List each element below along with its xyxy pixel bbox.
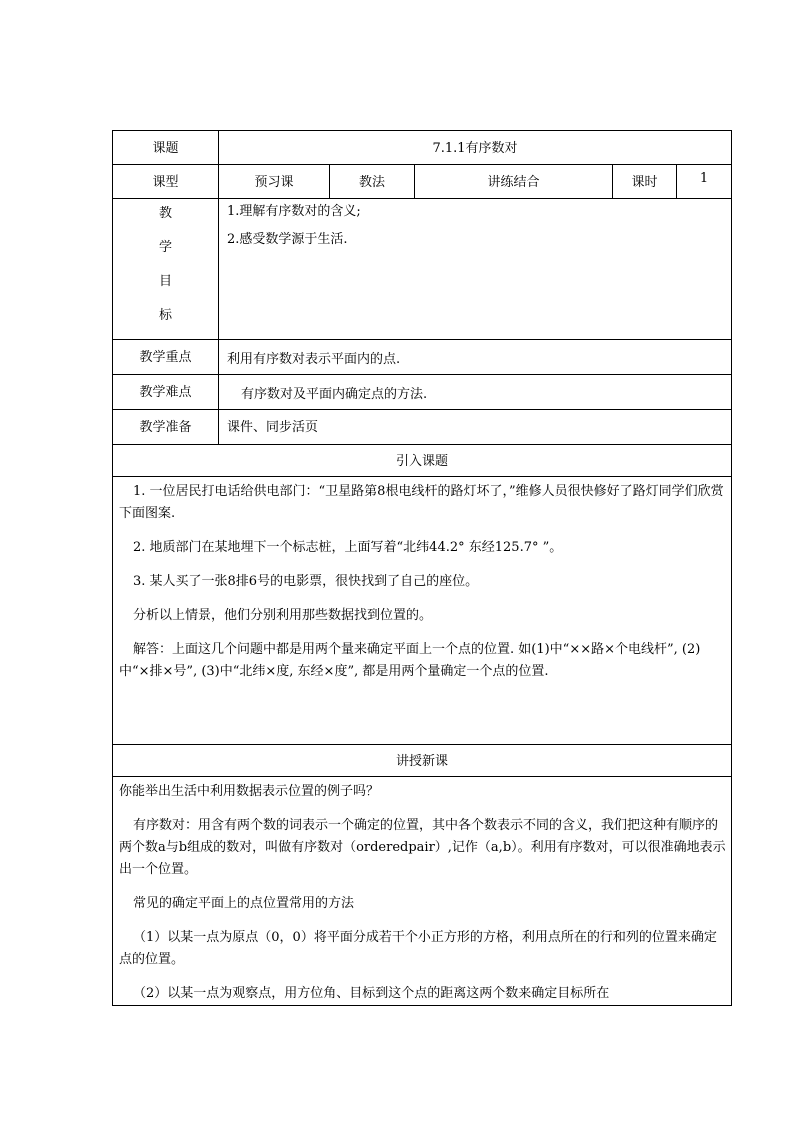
intro-body — [113, 477, 732, 745]
method-label: 教法 — [330, 165, 415, 199]
hours-value: 1 — [677, 165, 732, 199]
difficulty-label: 教学难点 — [113, 375, 219, 410]
objectives-label-char: 教 — [158, 206, 172, 221]
objectives-row — [113, 199, 732, 340]
objectives-label-char: 标 — [158, 308, 172, 323]
objectives-label-char: 目 — [158, 274, 172, 289]
objectives-label — [113, 199, 219, 340]
intro-paragraph: 分析以上情景，他们分别利用那些数据找到位置的。 — [133, 608, 433, 623]
new-lesson-paragraph: 有序数对：用含有两个数的词表示一个确定的位置，其中各个数表示不同的含义，我们把这种有顺序的两个数a与b组成的数对，叫做有序数对（orderedpair）,记作（a,b）。利用有序数对，可以很准确地表示出一个位置。 — [119, 818, 726, 877]
intro-title: 引入课题 — [113, 445, 732, 477]
type-row — [113, 165, 732, 199]
method-value: 讲练结合 — [415, 165, 613, 199]
new-lesson-body — [113, 777, 732, 1006]
new-lesson-title-row — [113, 745, 732, 777]
intro-paragraph: 2. 地质部门在某地埋下一个标志桩，上面写着“北纬44.2° 东经125.7° ”。 — [133, 540, 563, 555]
new-lesson-paragraph: （1）以某一点为原点（0，0）将平面分成若干个小正方形的方格，利用点所在的行和列的位置来确定点的位置。 — [119, 930, 717, 967]
new-lesson-question: 你能举出生活中利用数据表示位置的例子吗？ — [119, 784, 380, 799]
intro-title-row — [113, 445, 732, 477]
difficulty-value: 有序数对及平面内确定点的方法. — [219, 375, 732, 410]
preparation-value: 课件、同步活页 — [219, 410, 732, 445]
difficulty-row — [113, 375, 732, 410]
objectives-label-char: 学 — [158, 240, 172, 255]
intro-paragraph: 1. 一位居民打电话给供电部门：“卫星路第8根电线杆的路灯坏了，”维修人员很快修好了路灯同学们欣赏下面图案. — [119, 484, 724, 521]
hours-label: 课时 — [613, 165, 677, 199]
key-point-label: 教学重点 — [113, 340, 219, 375]
key-point-row — [113, 340, 732, 375]
lesson-plan-table — [112, 130, 732, 1006]
intro-paragraph: 3. 某人买了一张8排6号的电影票，很快找到了自己的座位。 — [133, 574, 479, 589]
preparation-row — [113, 410, 732, 445]
key-point-value: 利用有序数对表示平面内的点. — [219, 340, 732, 375]
type-value: 预习课 — [219, 165, 330, 199]
topic-value: 7.1.1有序数对 — [219, 131, 732, 165]
preparation-label: 教学准备 — [113, 410, 219, 445]
new-lesson-paragraph: （2）以某一点为观察点，用方位角、目标到这个点的距离这两个数来确定目标所在 — [133, 986, 610, 1001]
new-lesson-body-row — [113, 777, 732, 1006]
new-lesson-title: 讲授新课 — [113, 745, 732, 777]
topic-label: 课题 — [113, 131, 219, 165]
objective-item: 2.感受数学源于生活. — [227, 232, 348, 247]
topic-row — [113, 131, 732, 165]
intro-paragraph: 解答：上面这几个问题中都是用两个量来确定平面上一个点的位置. 如(1)中“××路×个电线杆”, (2)中“×排×号”, (3)中“北纬×度, 东经×度”, 都是用两个量确定一个点的位置. — [119, 642, 701, 679]
objective-item: 1.理解有序数对的含义; — [227, 204, 361, 219]
intro-body-row — [113, 477, 732, 745]
new-lesson-paragraph: 常见的确定平面上的点位置常用的方法 — [133, 896, 355, 911]
objectives-content — [219, 199, 732, 340]
type-label: 课型 — [113, 165, 219, 199]
